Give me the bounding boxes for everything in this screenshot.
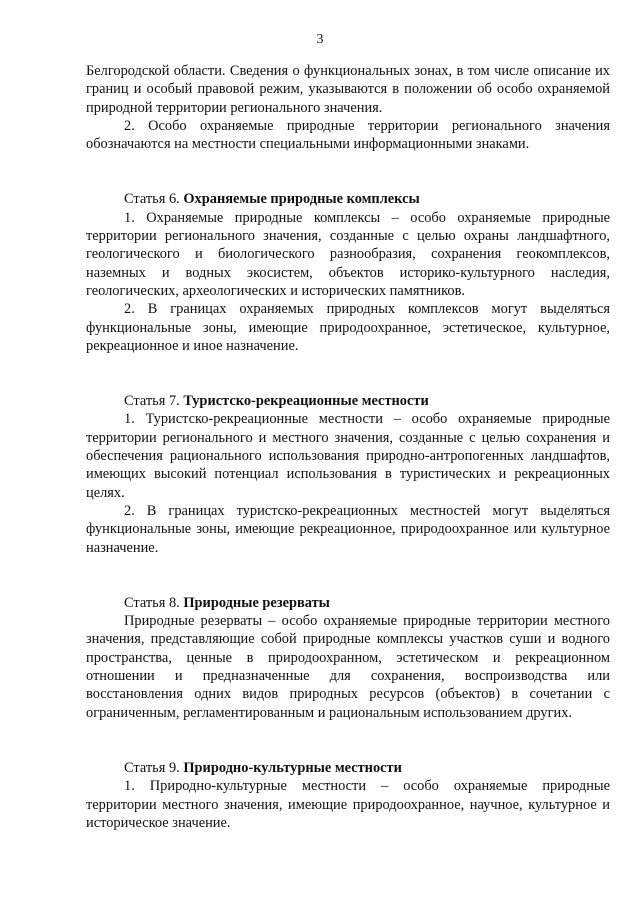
- article-title: Природные резерваты: [183, 594, 330, 611]
- article-paragraph: 2. В границах охраняемых природных комплексов могут выделяться функциональные зоны, имеющие природоохранное, эстетическое, культурное, рекреационное и иное назначение.: [86, 301, 610, 354]
- article-9-heading: [86, 759, 610, 777]
- article-label: Статья 8.: [124, 594, 180, 611]
- article-label: Статья 6.: [124, 191, 180, 208]
- article-paragraph: 2. В границах туристско-рекреационных местностей могут выделяться функциональные зоны, имеющие рекреационное, природоохранное или культурное назначение.: [86, 502, 610, 556]
- article-title: Природно-культурные местности: [183, 759, 402, 776]
- article-8-heading: [86, 594, 610, 612]
- article-title: Охраняемые природные комплексы: [183, 191, 420, 208]
- article-paragraph: 1. Охраняемые природные комплексы – особо охраняемые природные территории регионального значения, созданные с целью охраны ландшафтного, геологического и биологического разнообразия, сохранения геокомплексов, наземных и водных экосистем, объектов историко-культурного наследия, геологических, археологических и исторических памятников.: [86, 209, 610, 299]
- article-7-heading: [86, 392, 610, 410]
- page-number: 3: [316, 32, 324, 47]
- article-6-heading: [86, 190, 610, 208]
- document-body: [86, 62, 610, 832]
- intro-paragraph: 2. Особо охраняемые природные территории регионального значения обозначаются на местности специальными информационными знаками.: [86, 117, 610, 153]
- article-label: Статья 9.: [124, 759, 180, 776]
- article-paragraph: Природные резерваты – особо охраняемые природные территории местного значения, представляющие собой природные комплексы участков суши и водного пространства, ценные в природоохранном, эстетическом и рекреационном отношении и предназначенные для сохранения, воспроизводства или восстановления одних видов природных ресурсов (объектов) в сочетании с ограниченным, регламентированным и рациональным использованием других.: [86, 613, 610, 721]
- article-title: Туристско-рекреационные местности: [183, 393, 429, 410]
- article-paragraph: 1. Туристско-рекреационные местности – особо охраняемые природные территории регионального и местного значения, созданные с целью сохранения и обеспечения рационального использования природно-антропогенных ландшафтов, имеющих высокий потенциал использования в туристических и рекреационных целях.: [86, 411, 610, 501]
- article-paragraph: 1. Природно-культурные местности – особо охраняемые природные территории местного значения, имеющие природоохранное, научное, культурное и историческое значение.: [86, 778, 610, 831]
- intro-paragraph: Белгородской области. Сведения о функциональных зонах, в том числе описание их границ и особый правовой режим, указываются в положении об особо охраняемой природной территории регионального значения.: [86, 63, 610, 116]
- article-label: Статья 7.: [124, 393, 180, 410]
